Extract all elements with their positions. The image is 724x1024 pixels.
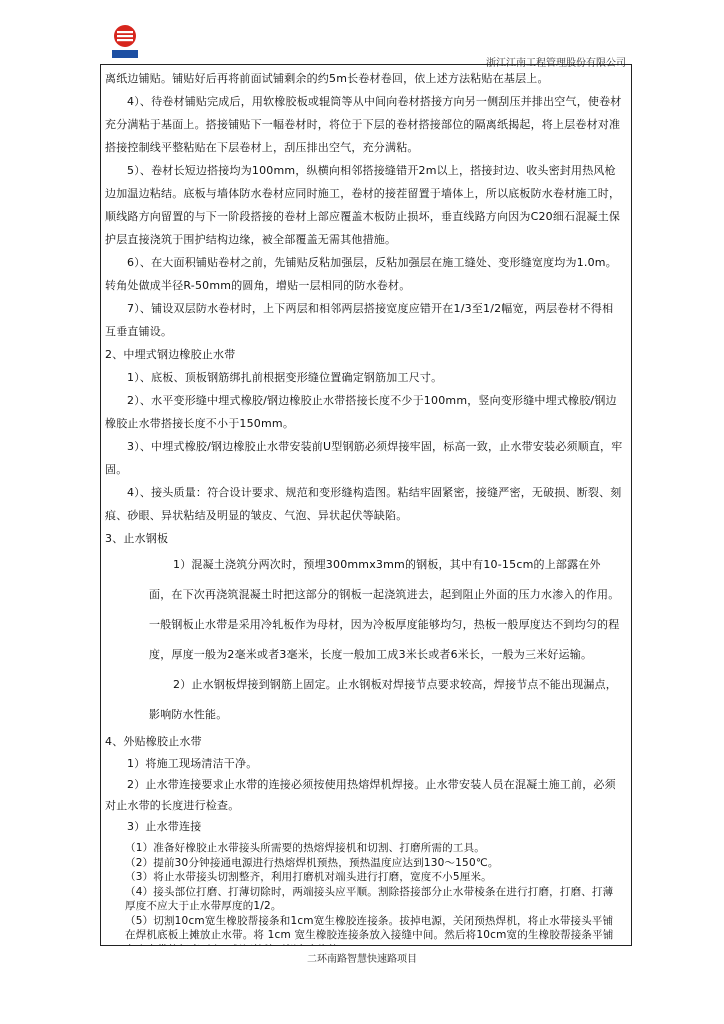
page-footer-project: 二环南路智慧快速路项目: [307, 954, 417, 965]
section-heading-4: 4、外贴橡胶止水带: [105, 735, 202, 748]
paragraph-step-6: 6）、在大面积铺贴卷材之前，先铺贴反粘加强层，反粘加强层在施工缝处、变形缝宽度均为1.0m。转角处做成半径R-50mm的圆角，增贴一层相同的防水卷材。: [105, 256, 617, 292]
list-item: （1）准备好橡胶止水带接头所需要的热熔焊接机和切割、打磨所需的工具。: [125, 842, 485, 854]
section-3-item-2: 2）止水钢板焊接到钢筋上固定。止水钢板对焊接节点要求较高，焊接节点不能出现漏点，影响防水性能。: [149, 678, 617, 721]
list-item: （2）提前30分钟接通电源进行热熔焊机预热，预热温度应达到130～150℃。: [125, 856, 499, 869]
paragraph-continued: 离纸边铺贴。铺贴好后再将前面试铺剩余的约5m长卷材卷回，依上述方法粘贴在基层上。: [105, 72, 549, 85]
section-2-item-4: 4）、接头质量：符合设计要求、规范和变形缝构造图。粘结牢固紧密，接缝严密，无破损、断裂、刻痕、砂眼、异状粘结及明显的皱皮、气泡、异状起伏等缺陷。: [105, 486, 622, 522]
paragraph-step-5: 5）、卷材长短边搭接均为100mm，纵横向相邻搭接缝错开2m以上，搭接封边、收头密封用热风枪边加温边粘结。底板与墙体防水卷材应同时施工，卷材的接茬留置于墙体上，所以底板防水卷材施工时，顺线路方向留置的与下一阶段搭接的卷材上部应覆盖木板防止损坏，垂直线路方向因为C20细石混凝土保护层直接浇筑于围护结构边缘，被全部覆盖无需其他措施。: [105, 164, 621, 246]
section-4-item-2: 2）止水带连接要求止水带的连接必须按使用热熔焊机焊接。止水带安装人员在混凝土施工前，必须对止水带的长度进行检查。: [105, 778, 616, 812]
list-item: （3）将止水带接头切割整齐，利用打磨机对端头进行打磨，宽度不小5厘米。: [125, 871, 492, 883]
page-header: [100, 24, 630, 69]
list-item: （5）切割10cm宽生橡胶帮接条和1cm宽生橡胶连接条。拔掉电源，关闭预热焊机，将止水带接头平铺在焊机底板上摊放止水带。将 1cm 宽生橡胶连接条放入接缝中间。然后将10cm宽的生橡胶帮接条平铺: [125, 914, 614, 941]
section-3-item-1: 1）混凝土浇筑分两次时，预埋300mmx3mm的钢板，其中有10-15cm的上部露在外面，在下次再浇筑混凝土时把这部分的钢板一起浇筑进去，起到阻止外面的压力水渗入的作用。一般钢板止水带是采用冷轧板作为母材，因为冷板厚度能够均匀，热板一般厚度达不到均匀的程度，厚度一般为2毫米或者3毫米，长度一般加工成3米长或者6米长，一般为三米好运输。: [149, 558, 620, 661]
section-heading-3: 3、止水钢板: [105, 532, 169, 545]
list-item: （4）接头部位打磨、打薄切除时，两端接头应平顺。割除搭接部分止水带棱条在进行打磨，打磨、打薄厚度不应大于止水带厚度的1/2。: [125, 885, 614, 912]
document-content-frame: [100, 64, 632, 946]
section-2-item-2: 2）、水平变形缝中埋式橡胶/钢边橡胶止水带搭接长度不少于100mm，竖向变形缝中埋式橡胶/钢边橡胶止水带搭接长度不小于150mm。: [105, 394, 617, 430]
section-heading-2: 2、中埋式钢边橡胶止水带: [105, 348, 236, 361]
paragraph-step-4: 4）、待卷材铺贴完成后，用软橡胶板或辊筒等从中间向卷材搭接方向另一侧刮压并排出空气，使卷材充分满粘于基面上。搭接铺贴下一幅卷材时，将位于下层的卷材搭接部位的隔离纸揭起，将上层卷材对准搭接控制线平整粘贴在下层卷材上，刮压排出空气，充分满粘。: [105, 95, 622, 154]
paragraph-step-7: 7）、铺设双层防水卷材时，上下两层和相邻两层搭接宽度应错开在1/3至1/2幅宽，两层卷材不得相互垂直铺设。: [105, 302, 614, 338]
section-4-item-3: 3）止水带连接: [127, 820, 202, 833]
section-2-item-3: 3）、中埋式橡胶/钢边橡胶止水带安装前U型钢筋必须焊接牢固，标高一致，止水带安装必须顺直，牢固。: [105, 440, 623, 476]
section-4-item-1: 1）将施工现场清洁干净。: [127, 757, 258, 770]
company-logo-icon: [110, 24, 140, 60]
section-2-item-1: 1）、底板、顶板钢筋绑扎前根据变形缝位置确定钢筋加工尺寸。: [127, 371, 443, 384]
company-name: 浙江江南工程管理股份有限公司: [486, 58, 626, 69]
